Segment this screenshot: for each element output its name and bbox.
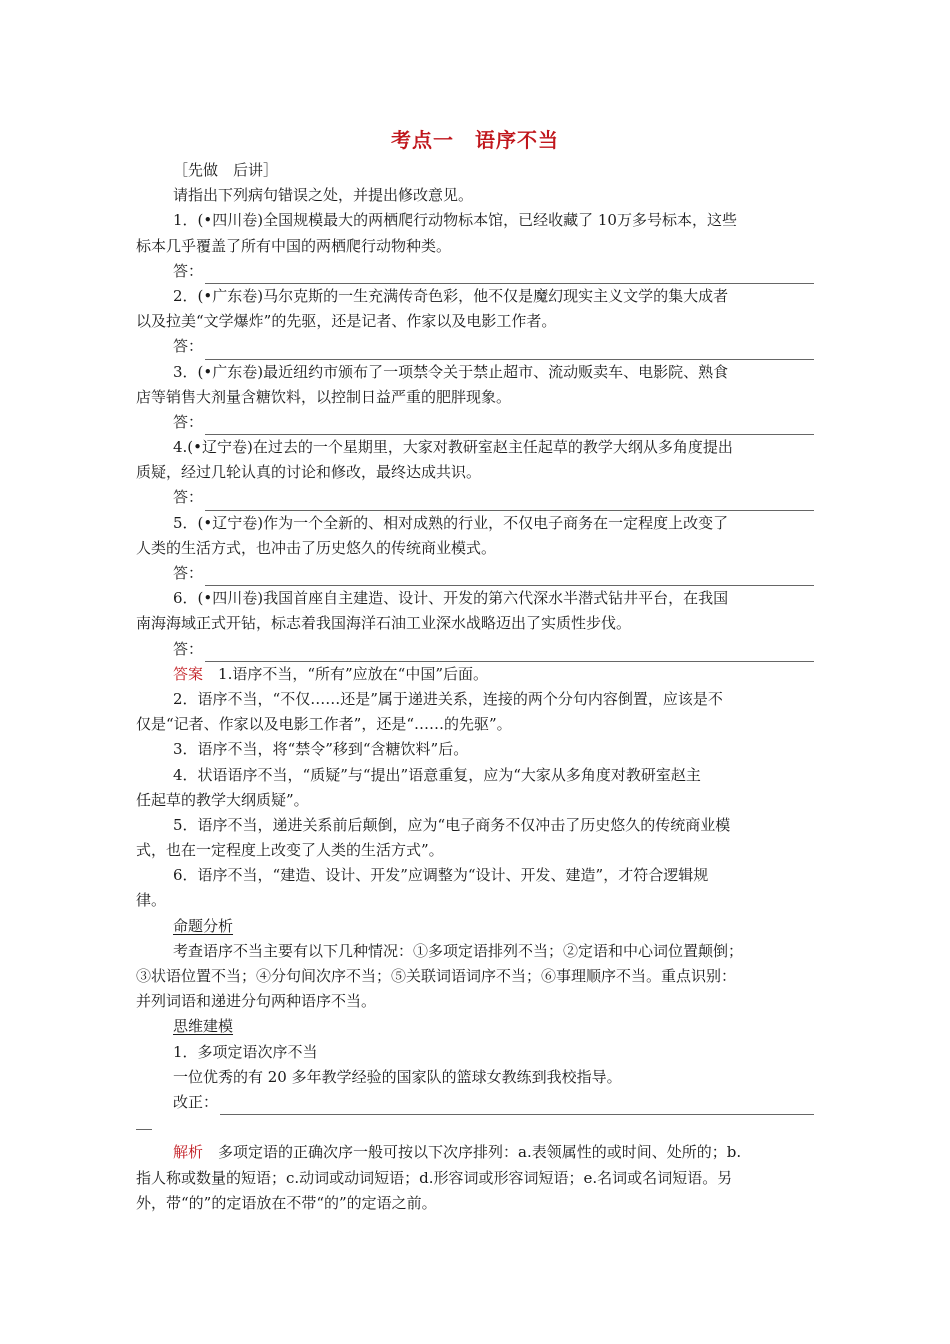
answer-blank-3[interactable] <box>136 410 814 435</box>
document-body <box>136 158 814 1216</box>
explanation-line-1 <box>136 1140 814 1165</box>
answer-label: 答： <box>173 563 204 582</box>
answer-label: 答： <box>173 412 204 431</box>
question-1-line-1: 1．(•四川卷)全国规模最大的两栖爬行动物标本馆，已经收藏了 10万多号标本，这些 <box>173 211 737 230</box>
explanation-line-2: 指人称或数量的短语；c.动词或动词短语；d.形容词或形容词短语；e.名词或名词短语。另 <box>136 1168 733 1187</box>
answer-4-line-2: 任起草的教学大纲质疑”。 <box>136 790 309 809</box>
answer-rule <box>205 568 814 586</box>
model-item-1-example: 一位优秀的有 20 多年教学经验的国家队的篮球女教练到我校指导。 <box>173 1067 622 1086</box>
analysis-line-1: 考查语序不当主要有以下几种情况：①多项定语排列不当；②定语和中心词位置颠倒； <box>173 941 744 960</box>
answer-label: 答： <box>173 261 204 280</box>
answer-1-line <box>136 662 814 687</box>
analysis-line-2: ③状语位置不当；④分句间次序不当；⑤关联词语词序不当；⑥事理顺序不当。重点识别： <box>136 967 737 985</box>
question-5-line-1: 5．(•辽宁卷)作为一个全新的、相对成熟的行业，不仅电子商务在一定程度上改变了 <box>173 513 729 532</box>
question-2-line-2: 以及拉美“文学爆炸”的先驱，还是记者、作家以及电影工作者。 <box>136 312 557 331</box>
question-4-line-1: 4.(•辽宁卷)在过去的一个星期里，大家对教研室赵主任起草的教学大纲从多角度提出 <box>173 438 733 457</box>
answer-blank-4[interactable] <box>136 485 814 510</box>
question-3-line-1: 3．(•广东卷)最近纽约市颁布了一项禁令关于禁止超市、流动贩卖车、电影院、熟食 <box>173 362 729 381</box>
answer-2-line-1: 2．语序不当，“不仅……还是”属于递进关系，连接的两个分句内容倒置，应该是不 <box>173 689 723 708</box>
explanation-line-3: 外，带“的”的定语放在不带“的”的定语之前。 <box>136 1193 437 1212</box>
answer-blank-2[interactable] <box>136 334 814 359</box>
answers-heading: 答案 <box>173 664 204 683</box>
correction-blank[interactable] <box>136 1090 814 1115</box>
continuation-dash <box>136 1115 152 1130</box>
answer-4-line-1: 4．状语语序不当，“质疑”与“提出”语意重复，应为“大家从多角度对教研室赵主 <box>173 765 701 784</box>
model-heading: 思维建模 <box>173 1017 234 1036</box>
answer-3-line-1: 3．语序不当，将“禁令”移到“含糖饮料”后。 <box>173 740 469 759</box>
answer-rule <box>205 342 814 360</box>
question-6-line-2: 南海海域正式开钻，标志着我国海洋石油工业深水战略迈出了实质性步伐。 <box>136 614 632 633</box>
answer-label: 答： <box>173 639 204 658</box>
explanation-text-1: 多项定语的正确次序一般可按以下次序排列：a.表领属性的或时间、处所的；b. <box>203 1143 742 1162</box>
answer-rule <box>205 644 814 662</box>
page-title: 考点一 语序不当 <box>391 128 559 152</box>
answer-blank-6[interactable] <box>136 637 814 662</box>
answer-rule <box>205 417 814 435</box>
correction-rule-continuation <box>136 1115 814 1140</box>
answer-1-text: 1.语序不当，“所有”应放在“中国”后面。 <box>218 664 489 683</box>
answer-6-line-2: 律。 <box>136 891 167 910</box>
answer-2-line-2: 仅是“记者、作家以及电影工作者”，还是“……的先驱”。 <box>136 715 512 734</box>
question-4-line-2: 质疑，经过几轮认真的讨论和修改，最终达成共识。 <box>136 463 482 482</box>
section-subtitle: ［先做 后讲］ <box>173 161 279 179</box>
explanation-label: 解析 <box>173 1143 204 1162</box>
answer-blank-5[interactable] <box>136 561 814 586</box>
answer-rule <box>205 266 814 284</box>
correction-rule <box>220 1097 814 1115</box>
correction-label: 改正： <box>173 1092 219 1111</box>
analysis-line-3: 并列词语和递进分句两种语序不当。 <box>136 992 377 1011</box>
answer-rule <box>205 493 814 511</box>
answer-label: 答： <box>173 488 204 507</box>
answer-5-line-1: 5．语序不当，递进关系前后颠倒，应为“电子商务不仅冲击了历史悠久的传统商业模 <box>173 815 731 834</box>
model-heading-line <box>136 1014 814 1039</box>
question-5-line-2: 人类的生活方式，也冲击了历史悠久的传统商业模式。 <box>136 538 497 557</box>
question-2-line-1: 2．(•广东卷)马尔克斯的一生充满传奇色彩，他不仅是魔幻现实主义文学的集大成者 <box>173 286 729 305</box>
answer-label: 答： <box>173 337 204 356</box>
analysis-heading: 命题分析 <box>173 916 234 935</box>
instruction-text: 请指出下列病句错误之处，并提出修改意见。 <box>173 186 474 205</box>
answer-blank-1[interactable] <box>136 259 814 284</box>
question-1-line-2: 标本几乎覆盖了所有中国的两栖爬行动物种类。 <box>136 236 452 255</box>
answer-5-line-2: 式，也在一定程度上改变了人类的生活方式”。 <box>136 841 444 860</box>
question-6-line-1: 6．(•四川卷)我国首座自主建造、设计、开发的第六代深水半潜式钻井平台，在我国 <box>173 589 729 608</box>
model-item-1-title: 1．多项定语次序不当 <box>173 1042 318 1061</box>
question-3-line-2: 店等销售大剂量含糖饮料，以控制日益严重的肥胖现象。 <box>136 387 512 406</box>
analysis-heading-line <box>136 914 814 939</box>
answer-6-line-1: 6．语序不当，“建造、设计、开发”应调整为“设计、开发、建造”，才符合逻辑规 <box>173 866 709 885</box>
